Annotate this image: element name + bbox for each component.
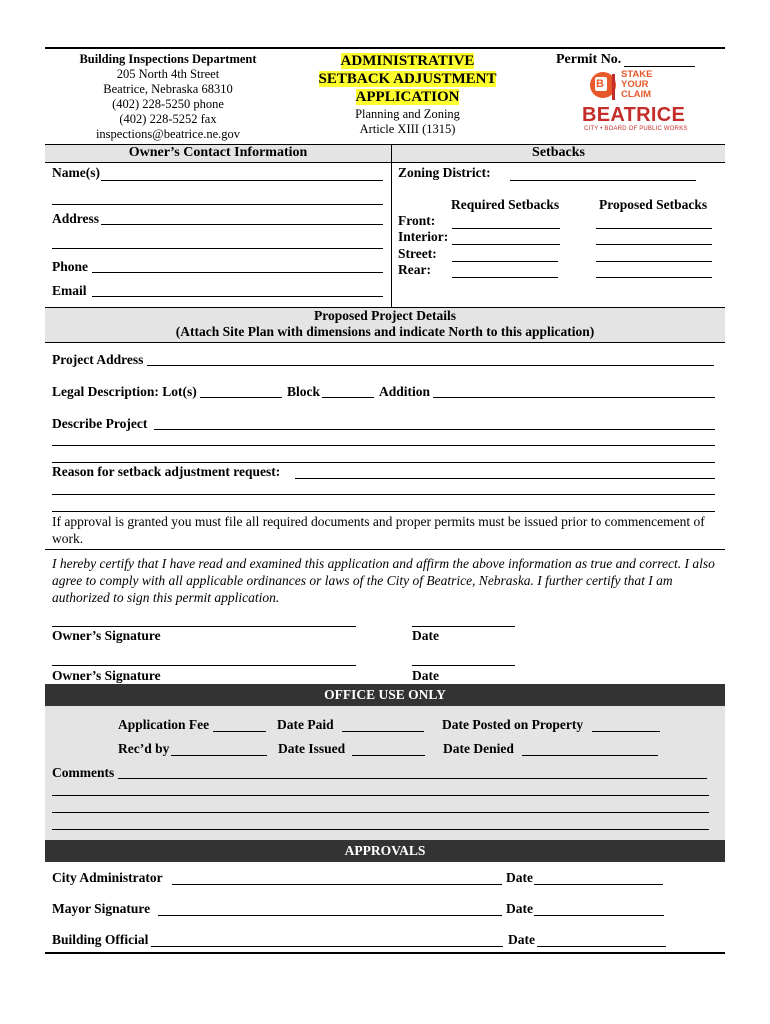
names-label: Name(s) — [52, 165, 100, 180]
beatrice-logo — [584, 70, 694, 136]
phone-label: Phone — [52, 259, 89, 274]
title-sub-2: Article XIII (1315) — [359, 122, 456, 136]
building-official-label: Building Official — [52, 932, 149, 947]
top-rule — [45, 47, 725, 49]
city-admin-label: City Administrator — [52, 870, 163, 885]
approval-notice: If approval is granted you must file all required documents and proper permits must be issued prior to commencement of work. — [52, 514, 705, 546]
address-label: Address — [52, 211, 100, 226]
reason-field-3[interactable] — [52, 495, 715, 512]
lot-field[interactable] — [200, 381, 282, 398]
rear-proposed-field[interactable] — [596, 261, 712, 278]
reason-field-2[interactable] — [52, 478, 715, 495]
city-admin-date-field[interactable] — [534, 868, 663, 885]
date-issued-field[interactable] — [352, 739, 425, 756]
interior-label: Interior: — [398, 229, 449, 244]
describe-field-3[interactable] — [52, 446, 715, 463]
city-admin-signature-field[interactable] — [172, 868, 502, 885]
recd-by-label: Rec’d by — [118, 741, 170, 756]
department-address — [48, 52, 288, 142]
owner-heading: Owner’s Contact Information — [128, 145, 308, 160]
interior-required-field[interactable] — [452, 228, 560, 245]
column-divider — [391, 144, 392, 307]
application-fee-label: Application Fee — [118, 717, 210, 732]
street-required-field[interactable] — [452, 245, 558, 262]
department-fax: (402) 228-5252 fax — [119, 112, 217, 126]
address-field[interactable] — [101, 208, 383, 225]
project-heading — [45, 308, 725, 340]
logo-subtitle: CITY • BOARD OF PUBLIC WORKS — [584, 126, 688, 132]
comments-field-4[interactable] — [52, 813, 709, 830]
comments-label: Comments — [52, 765, 115, 780]
describe-field[interactable] — [154, 413, 715, 430]
building-official-date-field[interactable] — [537, 930, 666, 947]
project-address-field[interactable] — [147, 349, 714, 366]
block-label: Block — [287, 384, 321, 399]
mayor-signature-field[interactable] — [158, 899, 502, 916]
project-address-label: Project Address — [52, 352, 144, 367]
reason-field[interactable] — [295, 462, 715, 479]
rear-required-field[interactable] — [452, 261, 558, 278]
notice-divider — [45, 549, 725, 550]
logo-tag-3: CLAIM — [621, 89, 652, 100]
zoning-field[interactable] — [510, 164, 696, 181]
names-field-2[interactable] — [52, 188, 383, 205]
title-line-3: APPLICATION — [355, 89, 460, 105]
front-required-field[interactable] — [452, 212, 560, 229]
comments-field-2[interactable] — [52, 779, 709, 796]
approvals-header: APPROVALS — [45, 840, 725, 862]
address-field-2[interactable] — [52, 232, 383, 249]
zoning-label: Zoning District: — [398, 165, 491, 180]
email-field[interactable] — [92, 280, 383, 297]
logo-tagline — [621, 70, 653, 100]
proposed-setbacks-label: Proposed Setbacks — [599, 197, 708, 212]
date-denied-field[interactable] — [522, 739, 658, 756]
building-official-signature-field[interactable] — [151, 930, 503, 947]
title-line-1: ADMINISTRATIVE — [340, 53, 475, 69]
rear-label: Rear: — [398, 262, 431, 277]
department-city: Beatrice, Nebraska 68310 — [103, 82, 233, 96]
email-label: Email — [52, 283, 87, 298]
front-proposed-field[interactable] — [596, 212, 712, 229]
owner-signature-label-2: Owner’s Signature — [52, 668, 161, 683]
permit-label: Permit No. — [556, 52, 622, 67]
setbacks-heading: Setbacks — [532, 145, 585, 160]
project-heading-2: (Attach Site Plan with dimensions and indicate North to this application) — [175, 324, 595, 339]
permit-number-field[interactable] — [624, 52, 695, 67]
certification-text: I hereby certify that I have read and examined this application and affirm the above information as true and correct. I also agree to comply with all applicable ordinances or laws of the City of Beatrice, Nebraska. I further certify that I am authorized to sign this permit application. — [52, 556, 715, 605]
department-name: Building Inspections Department — [79, 52, 257, 66]
form-title — [300, 52, 515, 137]
interior-proposed-field[interactable] — [596, 228, 712, 245]
date-issued-label: Date Issued — [278, 741, 346, 756]
street-label: Street: — [398, 246, 437, 261]
department-phone: (402) 228-5250 phone — [112, 97, 224, 111]
owner-signature-line-2[interactable] — [52, 649, 356, 666]
phone-field[interactable] — [92, 256, 383, 273]
date-posted-label: Date Posted on Property — [442, 717, 584, 732]
street-proposed-field[interactable] — [596, 245, 712, 262]
date-line-1[interactable] — [412, 610, 515, 627]
describe-field-2[interactable] — [52, 429, 715, 446]
front-label: Front: — [398, 213, 436, 228]
describe-label: Describe Project — [52, 416, 148, 431]
date-paid-label: Date Paid — [277, 717, 334, 732]
required-setbacks-label: Required Setbacks — [451, 197, 560, 212]
title-line-2: SETBACK ADJUSTMENT — [318, 71, 497, 87]
reason-label: Reason for setback adjustment request: — [52, 464, 281, 479]
project-heading-1: Proposed Project Details — [314, 308, 456, 323]
comments-field[interactable] — [118, 762, 707, 779]
logo-name: BEATRICE — [582, 104, 686, 126]
date-label-2: Date — [412, 668, 439, 683]
date-denied-label: Date Denied — [443, 741, 514, 756]
date-posted-field[interactable] — [592, 715, 660, 732]
office-use-header: OFFICE USE ONLY — [45, 684, 725, 706]
owner-signature-line-1[interactable] — [52, 610, 356, 627]
mayor-label: Mayor Signature — [52, 901, 151, 916]
department-email: inspections@beatrice.ne.gov — [95, 127, 241, 141]
logo-letter: B — [596, 78, 604, 90]
mayor-date-field[interactable] — [534, 899, 664, 916]
block-field[interactable] — [322, 381, 374, 398]
date-label-1: Date — [412, 628, 439, 643]
names-field[interactable] — [101, 164, 383, 181]
owner-signature-label-1: Owner’s Signature — [52, 628, 161, 643]
date-line-2[interactable] — [412, 649, 515, 666]
city-admin-date-label: Date — [506, 870, 533, 885]
mayor-date-label: Date — [506, 901, 533, 916]
building-official-date-label: Date — [508, 932, 535, 947]
application-fee-field[interactable] — [213, 715, 266, 732]
logo-tag-2: YOUR — [621, 79, 649, 90]
addition-field[interactable] — [433, 381, 715, 398]
legal-lot-label: Legal Description: Lot(s) — [52, 384, 197, 399]
logo-tag-1: STAKE — [621, 69, 653, 80]
comments-field-3[interactable] — [52, 796, 709, 813]
bottom-rule — [45, 952, 725, 954]
title-sub-1: Planning and Zoning — [355, 107, 460, 121]
date-paid-field[interactable] — [342, 715, 424, 732]
department-street: 205 North 4th Street — [116, 67, 220, 81]
recd-by-field[interactable] — [171, 739, 267, 756]
addition-label: Addition — [379, 384, 431, 399]
